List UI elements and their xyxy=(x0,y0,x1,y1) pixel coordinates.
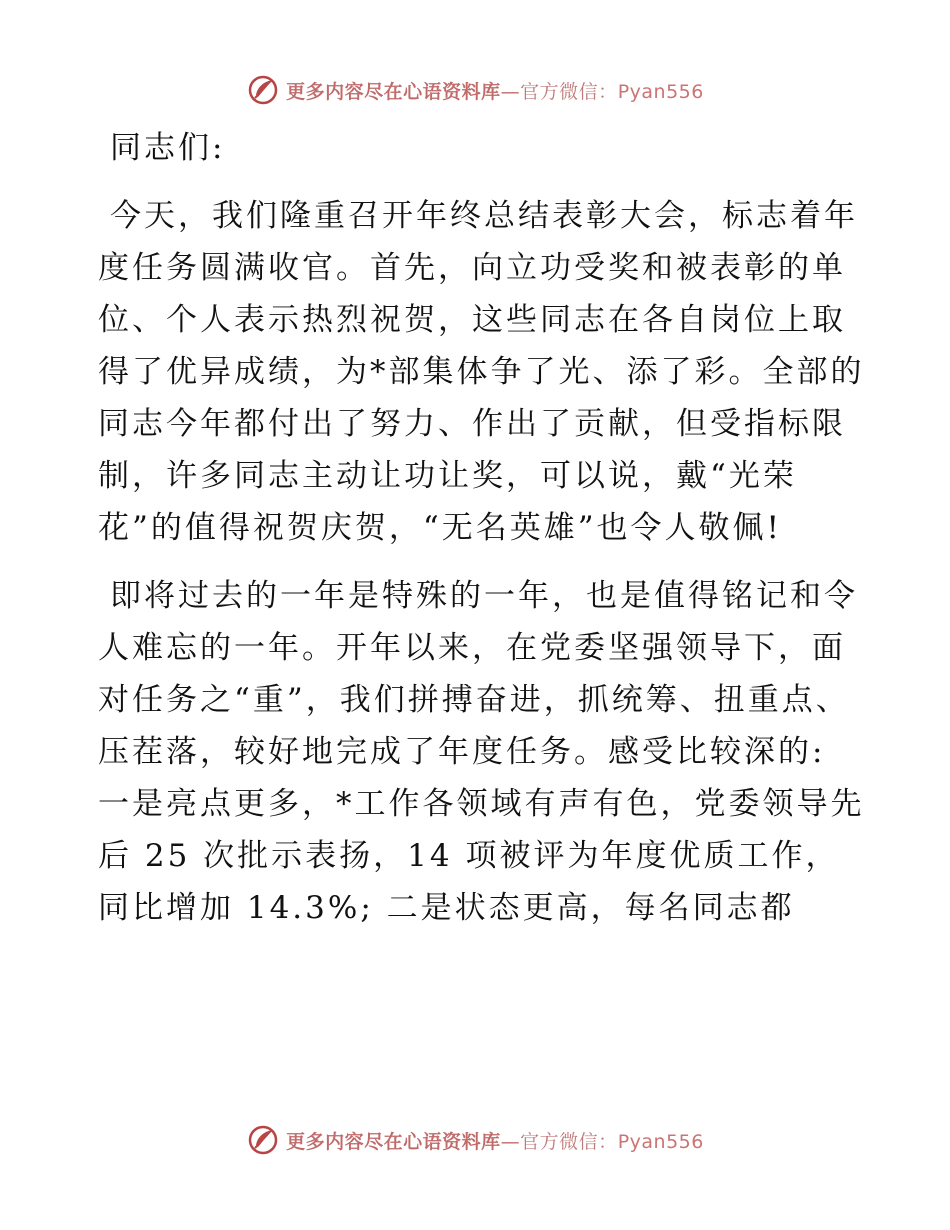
banner-title: 更多内容尽在心语资料库 xyxy=(286,80,501,103)
banner-title: 更多内容尽在心语资料库 xyxy=(286,1130,501,1153)
footer-banner xyxy=(0,1120,950,1160)
greeting: 同志们: xyxy=(110,130,226,166)
banner-wechat-label: 官方微信： xyxy=(520,1130,618,1153)
banner-wechat-label: 官方微信： xyxy=(520,80,618,103)
header-banner xyxy=(0,70,950,110)
paragraph: 即将过去的一年是特殊的一年，也是值得铭记和令人难忘的一年。开年以来，在党委坚强领导下，面对任务之“重”，我们拼搏奋进，抓统筹、扭重点、压茬落，较好地完成了年度任务。感受比较深的: 一是亮点更多，*工作各领域有声有色，党委领导先后 25 次批示表扬，14 项被评为年度优质工作，同比增加 14.3%; 二是状态更高，每名同志都 xyxy=(98,578,865,926)
banner-wechat-id: Pyan556 xyxy=(617,80,704,103)
paragraph: 今天，我们隆重召开年终总结表彰大会，标志着年度任务圆满收官。首先，向立功受奖和被表彰的单位、个人表示热烈祝贺，这些同志在各自岗位上取得了优异成绩，为*部集体争了光、添了彩。全部的同志今年都付出了努力、作出了贡献，但受指标限制，许多同志主动让功让奖，可以说，戴“光荣花”的值得祝贺庆贺，“无名英雄”也令人敬佩! xyxy=(98,198,865,546)
library-logo-icon xyxy=(246,1123,280,1157)
library-logo-icon xyxy=(246,73,280,107)
document-body xyxy=(98,122,868,934)
banner-dash: — xyxy=(500,1130,521,1153)
banner-wechat-id: Pyan556 xyxy=(617,1130,704,1153)
banner-dash: — xyxy=(500,80,521,103)
